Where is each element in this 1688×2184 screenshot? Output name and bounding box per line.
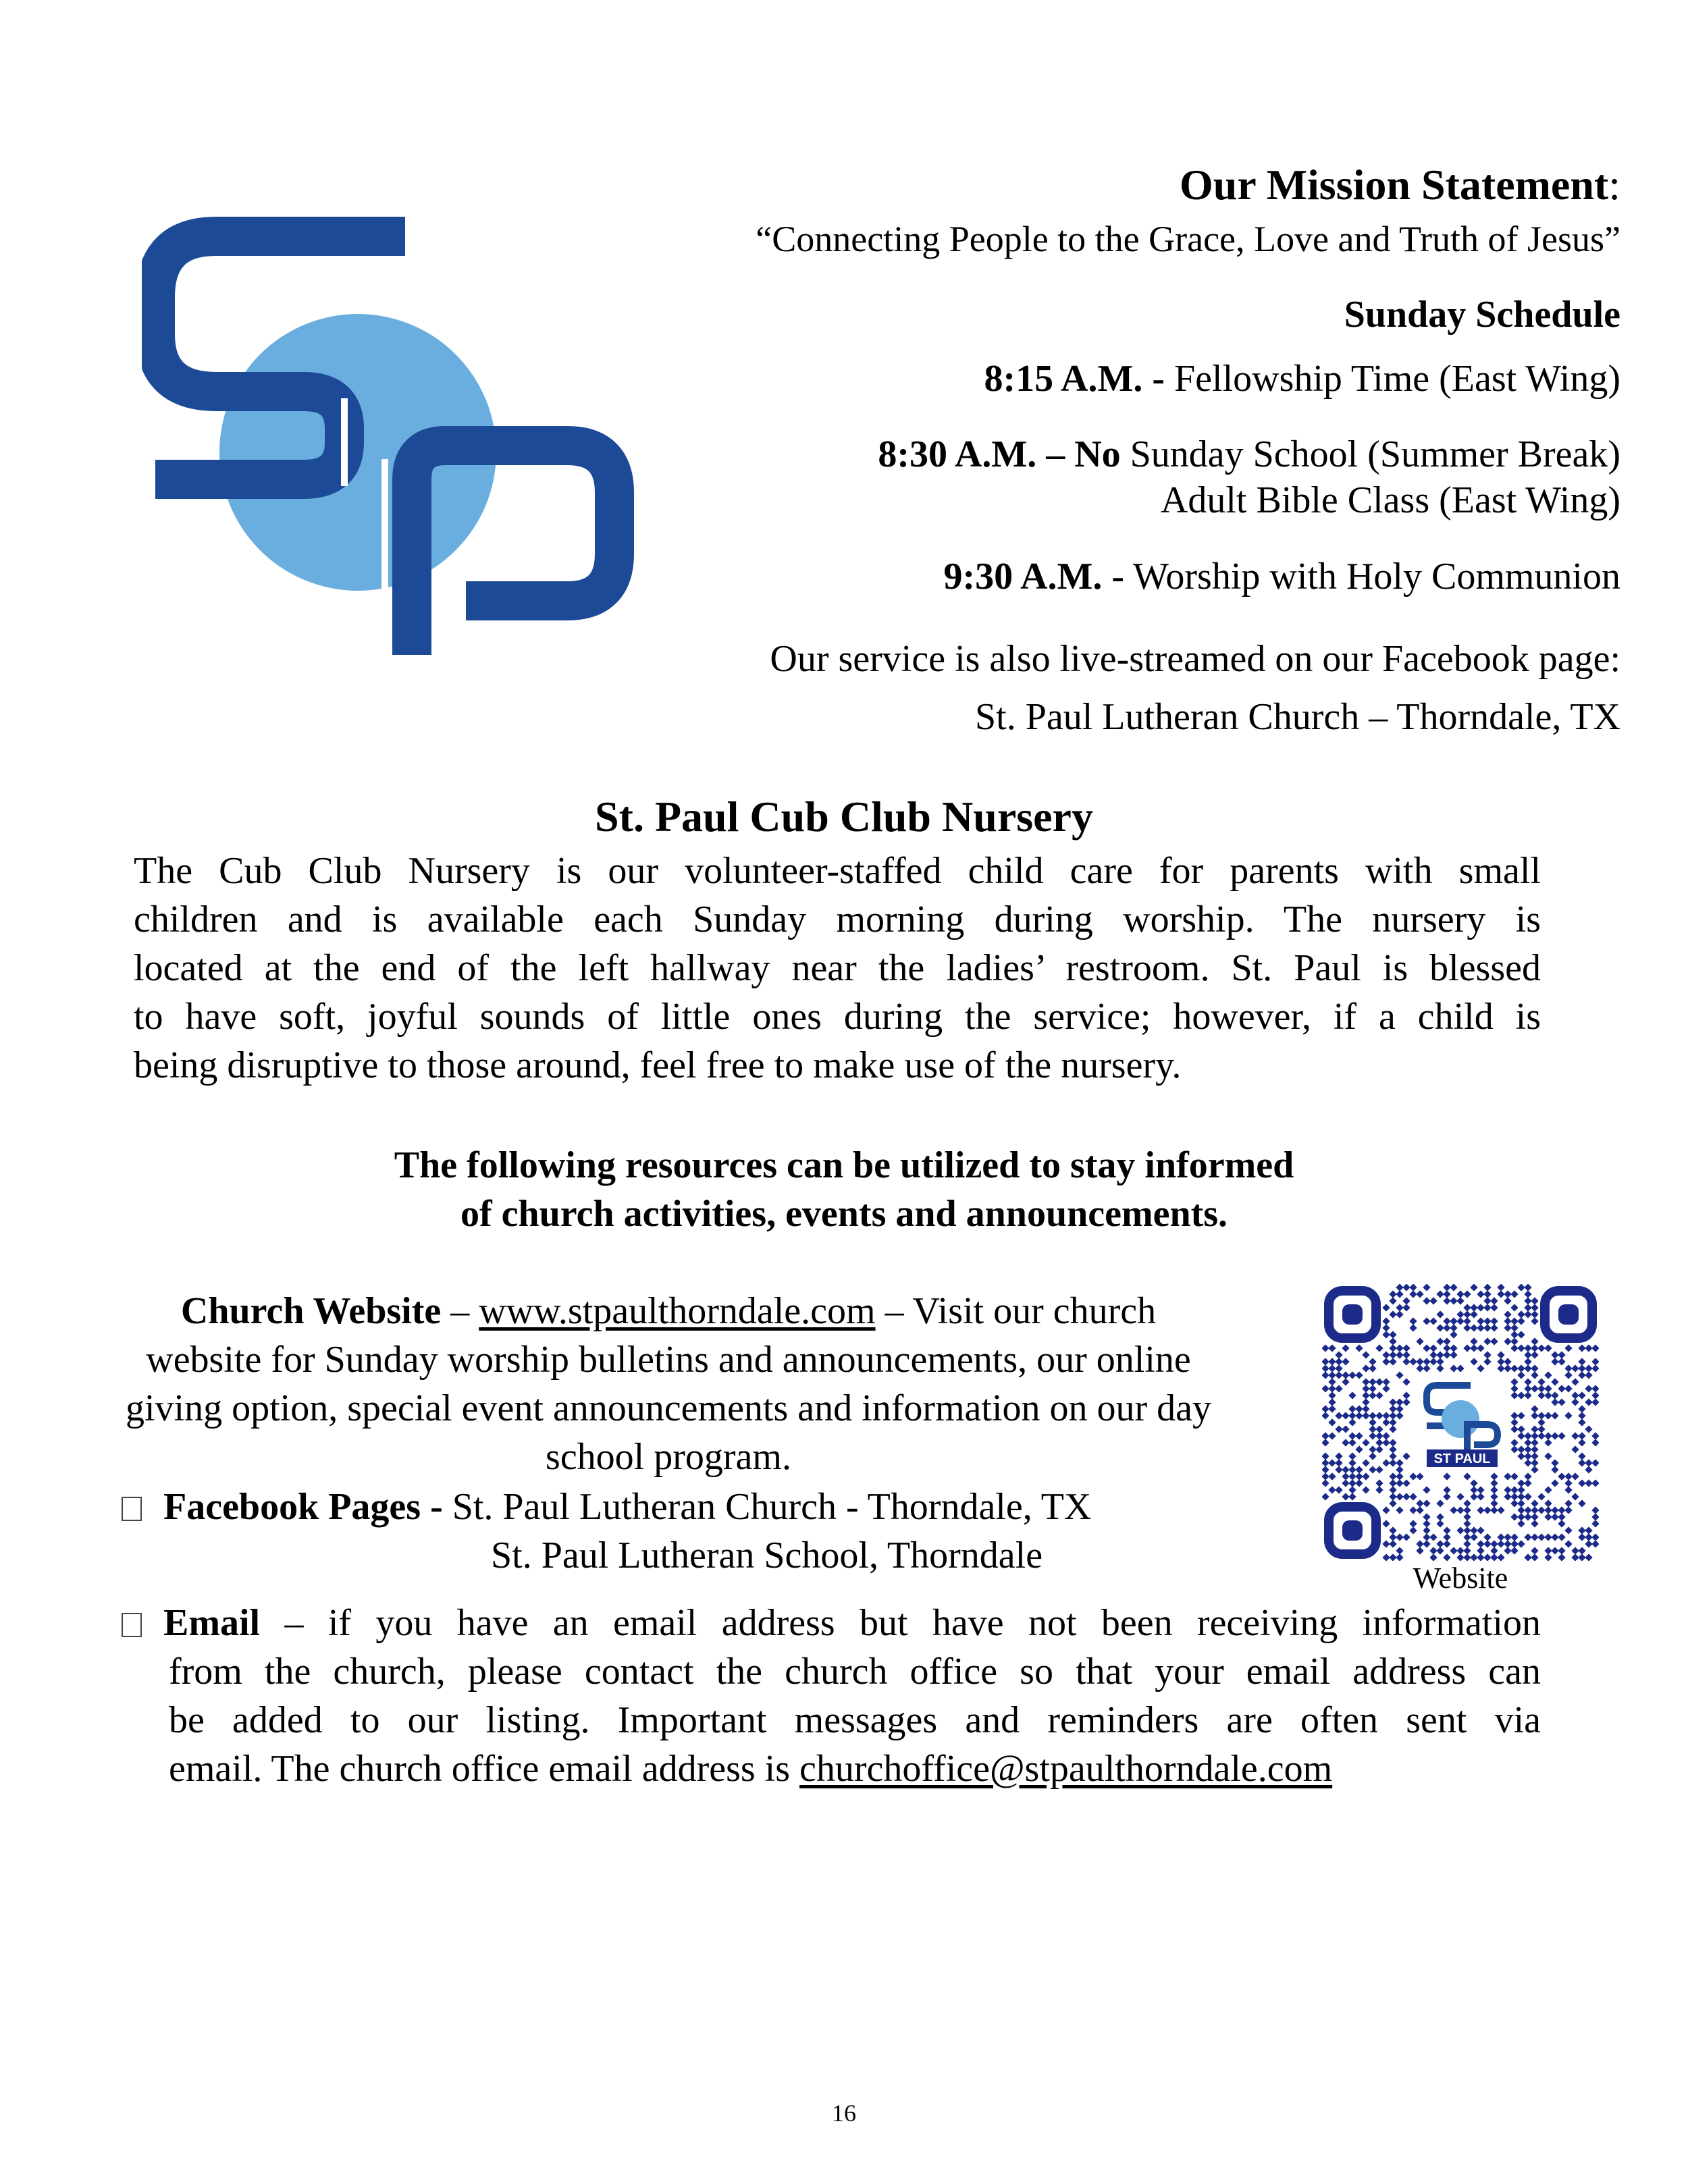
nursery-line-4: to have soft, joyful sounds of little ones during the service; however, if a child is [134,996,1541,1038]
nursery-line-1: The Cub Club Nursery is our volunteer-staffed child care for parents with small [134,850,1541,892]
nursery-heading: St. Paul Cub Club Nursery [595,793,1093,841]
schedule-heading: Sunday Schedule [1344,294,1620,336]
website-line-4: school program. [546,1436,791,1478]
nursery-paragraph [134,847,1541,1090]
svg-text:ST PAUL: ST PAUL [1433,1451,1491,1466]
facebook-item: Facebook Pages - St. Paul Lutheran Church - Thorndale, TX [122,1483,1269,1531]
website-link[interactable]: www.stpaulthorndale.com [479,1290,876,1332]
page-number: 16 [832,2100,856,2127]
church-logo-icon [142,196,655,668]
mission-heading: Our Mission Statement: [1179,161,1620,209]
bullet-box-icon [122,1613,142,1637]
livestream-line-1: Our service is also live-streamed on our Facebook page: [770,638,1620,680]
bullet-box-icon [122,1497,142,1521]
mission-quote: “Connecting People to the Grace, Love and Truth of Jesus” [756,219,1620,259]
email-line-2: from the church, please contact the church office so that your email address can [169,1651,1541,1693]
nursery-line-5: being disruptive to those around, feel free to make use of the nursery. [134,1044,1182,1086]
email-line-4: email. The church office email address is churchoffice@stpaulthorndale.com [169,1748,1333,1790]
website-block [54,1287,1283,1481]
website-line-1: Church Website – www.stpaulthorndale.com – Visit our church [180,1290,1157,1332]
schedule-item-3: 9:30 A.M. - Worship with Holy Communion [943,556,1620,597]
qr-caption: Website [1413,1562,1508,1595]
schedule-item-2: 8:30 A.M. – No Sunday School (Summer Break) [878,433,1620,475]
livestream-line-2: St. Paul Lutheran Church – Thorndale, TX [975,696,1620,738]
schedule-item-1: 8:15 A.M. - Fellowship Time (East Wing) [984,358,1620,400]
email-line-3: be added to our listing. Important messages and reminders are often sent via [169,1699,1541,1741]
website-qr-code-icon[interactable] [1322,1284,1599,1561]
email-paragraph [169,1647,1541,1793]
website-line-3: giving option, special event announcements and information on our day [125,1387,1212,1429]
resources-intro: The following resources can be utilized to stay informed of church activities, events and announcements. [394,1144,1294,1235]
nursery-line-2: children and is available each Sunday morning during worship. The nursery is [134,899,1541,940]
website-line-2: website for Sunday worship bulletins and announcements, our online [146,1339,1191,1381]
email-line-1: Email – if you have an email address but have not been receiving information [122,1599,1541,1647]
schedule-item-2-line2: Adult Bible Class (East Wing) [1160,479,1620,521]
email-link[interactable]: churchoffice@stpaulthorndale.com [799,1748,1333,1790]
email-item [122,1599,1539,1647]
facebook-page-2: St. Paul Lutheran School, Thorndale [491,1535,1043,1576]
nursery-line-3: located at the end of the left hallway near the ladies’ restroom. St. Paul is blessed [134,947,1541,989]
